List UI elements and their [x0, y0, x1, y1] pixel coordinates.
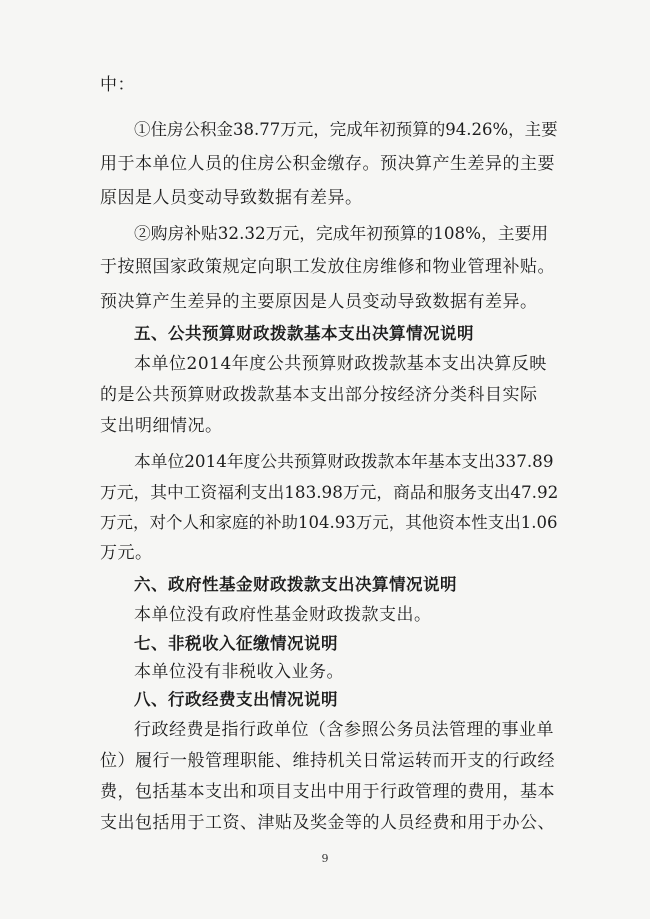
section-heading: 六、政府性基金财政拨款支出决算情况说明 — [134, 575, 457, 594]
paragraph-line: 本单位没有政府性基金财政拨款支出。 — [134, 605, 432, 625]
paragraph-line: 支出明细情况。 — [100, 416, 223, 436]
paragraph-line: 预决算产生差异的主要原因是人员变动导致数据有差异。 — [100, 292, 538, 312]
paragraph-line: 本单位2014年度公共预算财政拨款本年基本支出337.89 — [134, 451, 554, 471]
paragraph-line: 万元。 — [100, 543, 153, 563]
paragraph-line: 支出包括用于工资、津贴及奖金等的人员经费和用于办公、 — [100, 813, 555, 833]
paragraph-line: 本单位没有非税收入业务。 — [134, 662, 344, 682]
paragraph-line: 费，包括基本支出和项目支出中用于行政管理的费用，基本 — [100, 782, 555, 802]
section-heading: 八、行政经费支出情况说明 — [134, 690, 338, 709]
paragraph-line: 万元，对个人和家庭的补助104.93万元，其他资本性支出1.06 — [100, 513, 558, 532]
paragraph-line: 的是公共预算财政拨款基本支出部分按经济分类科目实际 — [100, 385, 538, 405]
page-number: 9 — [321, 852, 329, 865]
paragraph-line: 位）履行一般管理职能、维持机关日常运转而开支的行政经 — [100, 751, 555, 771]
section-heading: 五、公共预算财政拨款基本支出决算情况说明 — [134, 324, 474, 343]
paragraph-line: 用于本单位人员的住房公积金缴存。预决算产生差异的主要 — [100, 154, 555, 174]
paragraph-line: 于按照国家政策规定向职工发放住房维修和物业管理补贴。 — [100, 257, 555, 277]
paragraph-line: 万元，其中工资福利支出183.98万元，商品和服务支出47.92 — [100, 482, 559, 502]
paragraph-line: 本单位2014年度公共预算财政拨款基本支出决算反映 — [134, 354, 547, 374]
paragraph-line: 行政经费是指行政单位（含参照公务员法管理的事业单 — [134, 720, 554, 740]
paragraph-line: 中： — [100, 75, 135, 95]
paragraph-line: 原因是人员变动导致数据有差异。 — [100, 188, 363, 208]
paragraph-line: ①住房公积金38.77万元，完成年初预算的94.26%，主要 — [134, 120, 558, 139]
paragraph-line: ②购房补贴32.32万元，完成年初预算的108%，主要用 — [134, 223, 549, 243]
section-heading: 七、非税收入征缴情况说明 — [134, 634, 338, 653]
